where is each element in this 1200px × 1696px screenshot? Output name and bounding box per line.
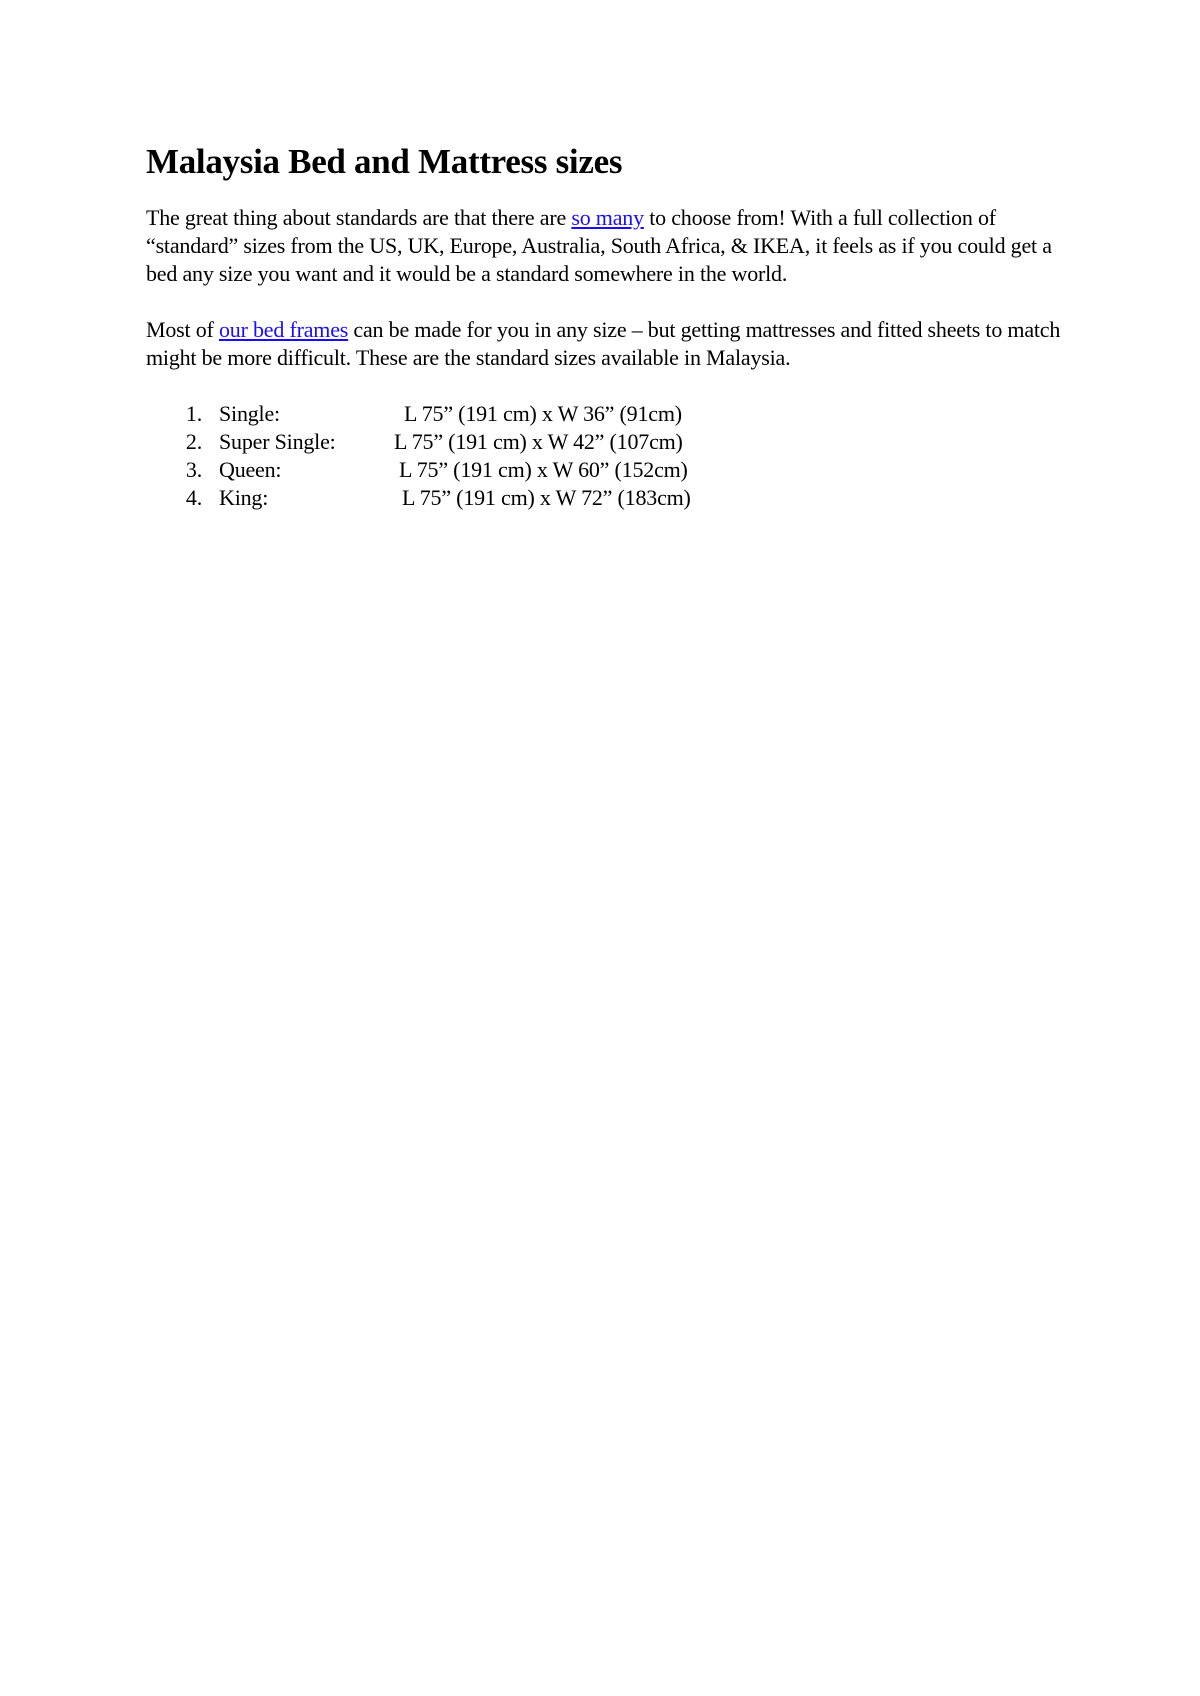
size-dimensions: L 75” (191 cm) x W 60” (152cm) [399,457,688,482]
list-item [146,428,1066,456]
list-number: 4. [185,485,202,510]
page-title: Malaysia Bed and Mattress sizes [146,142,623,181]
size-name: King: [219,485,269,510]
size-name: Single: [219,401,280,426]
size-name: Queen: [219,457,282,482]
list-number: 1. [185,401,202,426]
size-dimensions: L 75” (191 cm) x W 72” (183cm) [402,485,691,510]
intro-paragraph [146,204,1066,288]
list-number: 2. [185,429,202,454]
list-number: 3. [185,457,202,482]
so-many-link[interactable]: so many [571,205,644,230]
bed-frames-text-after-link: can be made for you in any size – but getting mattresses and fitted sheets to match might be more difficult. These are the standard sizes available in Malaysia. [146,317,1061,370]
bed-frames-text-before-link: Most of [146,317,219,342]
size-dimensions: L 75” (191 cm) x W 36” (91cm) [404,401,682,426]
list-item [146,400,1066,428]
list-item [146,484,1066,512]
list-item [146,456,1066,484]
size-name: Super Single: [219,429,336,454]
mattress-size-list [146,400,1066,512]
size-dimensions: L 75” (191 cm) x W 42” (107cm) [394,429,683,454]
intro-text-after-link: to choose from! With a full collection of “standard” sizes from the US, UK, Europe, Australia, South Africa, & IKEA, it feels as if you could get a bed any size you want and it would be a standard somewhere in the world. [146,205,1052,286]
document-content [146,140,1066,512]
intro-text-before-link: The great thing about standards are that there are [146,205,572,230]
our-bed-frames-link[interactable]: our bed frames [218,317,349,342]
bed-frames-paragraph [146,316,1066,372]
